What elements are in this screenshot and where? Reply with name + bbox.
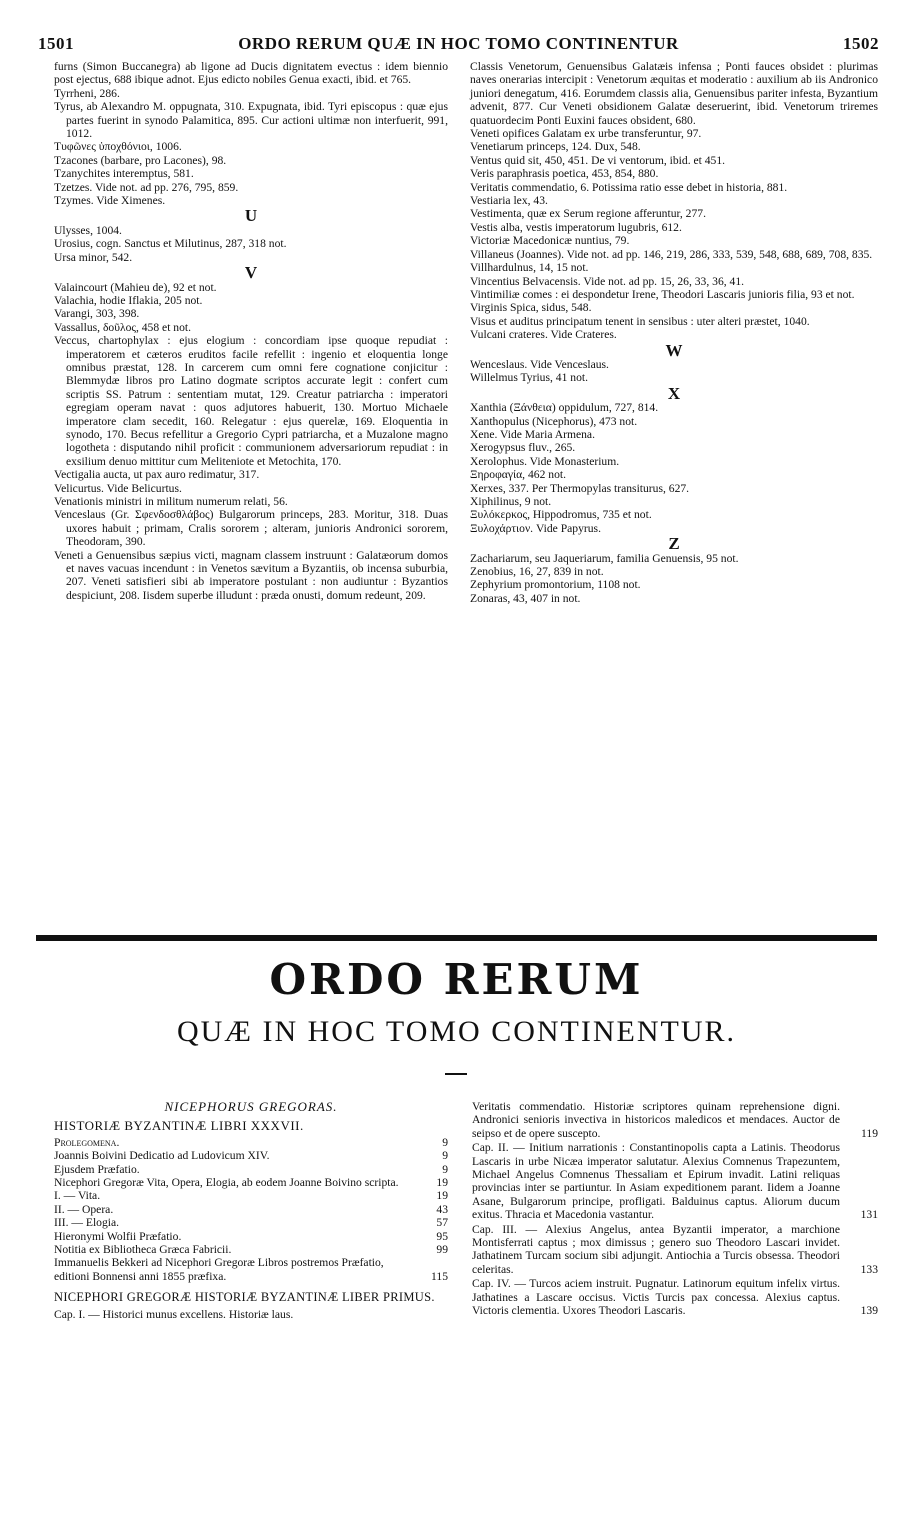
- index-letter-heading: X: [667, 383, 681, 403]
- toc-row-label: Hieronymi Wolfii Præfatio.: [54, 1229, 182, 1243]
- toc-row-page: 9: [442, 1149, 448, 1163]
- index-entry: Tyrrheni, 286.: [54, 86, 120, 100]
- index-entry: Zachariarum, seu Jaqueriarum, familia Genuensis, 95 not.: [470, 551, 739, 565]
- index-entry: Venetiarum princeps, 124. Dux, 548.: [470, 140, 641, 154]
- toc-row: [54, 1203, 448, 1216]
- toc-chapter-page: 139: [860, 1304, 878, 1318]
- toc-row: [54, 1216, 448, 1229]
- index-entry: Virginis Spica, sidus, 548.: [470, 301, 592, 315]
- index-column-right: [470, 60, 878, 605]
- toc-row-page: 43: [436, 1202, 448, 1216]
- toc-row: [54, 1176, 448, 1189]
- toc-rows: [54, 1136, 448, 1283]
- index-entry: Xene. Vide Maria Armena.: [470, 427, 595, 441]
- toc-chapter-text: Cap. III. — Alexius Angelus, antea Byzantii imperator, a marchione Montisferrati captus ; mox dimissus ; genero suo Theodoro Lascari invidet. Jathatinem Turcam socium sibi adjungit. Antiochia a Turcis obsessa. Theodori celeritas.: [472, 1222, 840, 1276]
- toc-row: [54, 1230, 448, 1243]
- index-entry: Visus et auditus principatum tenent in sensibus : uter alteri præstet, 1040.: [470, 314, 810, 328]
- running-title: ORDO RERUM QUÆ IN HOC TOMO CONTINENTUR: [238, 34, 679, 53]
- index-entry: Vassallus, δοῦλος, 458 et not.: [54, 320, 192, 334]
- index-entry: Vulcani crateres. Vide Crateres.: [470, 328, 617, 342]
- index-entry: Zonaras, 43, 407 in not.: [470, 591, 581, 605]
- index-entry: Velicurtus. Vide Belicurtus.: [54, 481, 182, 495]
- toc-row-page: 95: [436, 1229, 448, 1243]
- toc-row-page: 9: [442, 1162, 448, 1176]
- index-entry: Zephyrium promontorium, 1108 not.: [470, 578, 641, 592]
- index-entry: Valachia, hodie Iflakia, 205 not.: [54, 293, 203, 307]
- index-entry: Ξηροφαγία, 462 not.: [470, 468, 566, 482]
- toc-chapter-page: 119: [861, 1126, 878, 1140]
- toc-row-label: II. — Opera.: [54, 1202, 114, 1216]
- index-entry: Villaneus (Joannes). Vide not. ad pp. 146, 219, 286, 333, 539, 548, 688, 689, 708, 835.: [470, 247, 873, 261]
- index-entry: Vincentius Belvacensis. Vide not. ad pp. 15, 26, 33, 36, 41.: [470, 274, 745, 288]
- toc-row-label: Immanuelis Bekkeri ad Nicephori Gregoræ Libros postremos Præfatio, editioni Bonnensi anni 1855 præfixa.: [54, 1256, 384, 1283]
- toc-chapter-text: Cap. IV. — Turcos aciem instruit. Pugnatur. Latinorum equitum infelix virtus. Jathatines a Lascare occisus. Victis Turcis pax concessa. Alexius captus. Victoris clementia. Uxores Theodori Lascaris.: [472, 1277, 840, 1318]
- index-entry: Ursa minor, 542.: [54, 250, 133, 264]
- index-entry: Xerxes, 337. Per Thermopylas transiturus, 627.: [470, 481, 690, 495]
- index-column-left: [54, 60, 448, 602]
- index-entry: Valaincourt (Mahieu de), 92 et not.: [54, 280, 217, 294]
- index-entry: Tzetzes. Vide not. ad pp. 276, 795, 859.: [54, 180, 239, 194]
- toc-author: NICEPHORUS GREGORAS.: [164, 1099, 338, 1114]
- toc-row: [54, 1256, 448, 1283]
- toc-chapter-entry: [472, 1277, 878, 1317]
- section-subtitle: QUÆ IN HOC TOMO CONTINENTUR.: [176, 1015, 737, 1048]
- toc-row-label: Ejusdem Præfatio.: [54, 1162, 140, 1176]
- index-entry: Τυφῶνες ὑποχθόνιοι, 1006.: [54, 140, 182, 154]
- index-entry: Tzanychites interemptus, 581.: [54, 167, 194, 181]
- index-entry: Xiphilinus, 9 not.: [470, 495, 552, 508]
- toc-row: [54, 1163, 448, 1176]
- index-entry: Xanthopulus (Nicephorus), 473 not.: [470, 414, 638, 428]
- index-entry: Urosius, cogn. Sanctus et Milutinus, 287, 318 not.: [54, 237, 287, 251]
- index-entry: Victoriæ Macedonicæ nuntius, 79.: [470, 234, 630, 248]
- index-entry: Willelmus Tyrius, 41 not.: [470, 371, 588, 385]
- index-entry: Ξυλόκερκος, Hippodromus, 735 et not.: [470, 508, 652, 522]
- toc-work-title: HISTORIÆ BYZANTINÆ LIBRI XXXVII.: [54, 1118, 304, 1134]
- index-entry: Wenceslaus. Vide Venceslaus.: [470, 357, 609, 371]
- index-entry: Ξυλοχάρτιον. Vide Papyrus.: [470, 521, 601, 535]
- index-letter-heading: Z: [668, 534, 680, 554]
- index-entry: Classis Venetorum, Genuensibus Galatæis infensa ; Ponti fauces obsidet : plurimas naves onerarias intercipit : Venetorum æquitas et moderatio : auxilium ab iis Andronico juniori denegatum, 416. Eorumdem classis alia, Genuensibus pariter infesta, Byzantium advenit, 877. Cur Veneti obsidionem Galatæ deseruerint, ibid. Venetorum triremes quatuordecim Ponti Euxini fauces obsident, 680.: [470, 60, 878, 127]
- index-entry: Xanthia (Ξάνθεια) oppidulum, 727, 814.: [470, 401, 659, 415]
- page-number-right: 1502: [843, 34, 879, 53]
- index-letter-heading: V: [244, 263, 258, 283]
- index-letter-heading: W: [665, 340, 683, 360]
- index-entry: Venationis ministri in militum numerum relati, 56.: [54, 495, 288, 508]
- toc-row-label: III. — Elogia.: [54, 1216, 120, 1230]
- index-entry: Vintimiliæ comes : ei despondetur Irene, Theodori Lascaris junioris filia, 93 et not.: [470, 287, 855, 301]
- toc-chapter-text: Cap. II. — Initium narrationis : Constantinopolis capta a Latinis. Theodorus Lascaris in urbe Nicæa imperator salutatur. Alexius Comnenus Trapezuntem, Michael Angelus Comnenus Thessaliam et Epirum invadit. Latini reliquas provincias inter se partiuntur. In Asiam expeditionem parant. Iidem a Joanne Asane, Bulgarorum principe, profligati. Balduinus captus. Aliorum ducum exitus. Thracia et Macedonia vastantur.: [472, 1141, 840, 1222]
- toc-row-page: 9: [442, 1135, 448, 1149]
- index-entry: Veneti a Genuensibus sæpius victi, magnam classem instruunt : Galatæorum domos et naves vacuas incendunt : in Venetos sævitum a Byzantiis, ob incensa suburbia, 207. Veneti satisfieri sibi ab imperatore postulant : non audiuntur : Byzantios despiciunt, 208. Iisdem superbe illudunt : præda onusti, domum redeunt, 209.: [54, 548, 448, 602]
- index-entry: Vestis alba, vestis imperatorum lugubris, 612.: [470, 220, 682, 234]
- page-number-left: 1501: [38, 34, 74, 53]
- toc-chapter-entry: [472, 1223, 878, 1277]
- toc-row-page: 19: [436, 1176, 448, 1190]
- toc-row-label: Notitia ex Bibliotheca Græca Fabricii.: [54, 1243, 232, 1257]
- index-entry: Veneti opifices Galatam ex urbe transferuntur, 97.: [470, 127, 702, 141]
- index-entry: furns (Simon Buccanegra) ab ligone ad Ducis dignitatem evectus : idem biennio post ejectus, 688 ibique adnot. Ejus edicto nobiles Genua exacti, ibid. et 765.: [54, 60, 448, 87]
- section-title: ORDO RERUM: [269, 955, 644, 1004]
- toc-chapter-page: 133: [860, 1262, 878, 1276]
- toc-chapter-page: 131: [860, 1208, 878, 1222]
- index-entry: Ventus quid sit, 450, 451. De vi ventorum, ibid. et 451.: [470, 153, 726, 167]
- toc-row: [54, 1149, 448, 1162]
- index-entry: Tzacones (barbare, pro Lacones), 98.: [54, 153, 227, 167]
- toc-row-label: Joannis Boivini Dedicatio ad Ludovicum XIV.: [54, 1149, 270, 1163]
- index-entry: Ulysses, 1004.: [54, 223, 122, 237]
- title-dash: [445, 1073, 467, 1075]
- index-entry: Zenobius, 16, 27, 839 in not.: [470, 565, 604, 579]
- index-entry: Tyrus, ab Alexandro M. oppugnata, 310. Expugnata, ibid. Tyri episcopus : quæ ejus partes fuerint in synodo Palamitica, 895. Cur actioni ultimæ non interfuerit, 991, 1012.: [54, 100, 448, 141]
- toc-book-title: NICEPHORI GREGORÆ HISTORIÆ BYZANTINÆ LIBER PRIMUS.: [54, 1290, 435, 1305]
- toc-row-page: 115: [431, 1269, 448, 1283]
- index-letter-heading: U: [244, 206, 258, 226]
- index-entry: Veritatis commendatio, 6. Potissima ratio esse debet in historia, 881.: [470, 180, 788, 194]
- index-entry: Veris paraphrasis poetica, 453, 854, 880.: [470, 167, 659, 181]
- toc-row-page: 19: [436, 1189, 448, 1203]
- index-entry: Xerolophus. Vide Monasterium.: [470, 454, 620, 468]
- index-entry: Veccus, chartophylax : ejus elogium : concordiam ipse quoque repudiat : imperatorem et cæteros eruditos facile refellit : ingenio et eloquentia longe omnibus præstat, 128. In carcerem cum omni fere cognatione conjicitur : Blemmydæ libros pro Latino dogmate scriptos accurate legit : confert cum scriptis SS. Patrum : sententiam mutat, 129. Creatur patriarcha : imperatori egregiam operam navat : quos adjutores habuerit, 130. Mortuo Michaele imperatore clam secedit, 160. Relegatur : ejus querelæ, 169. Eloquentia in synodo, 170. Becus refellitur a Gregorio Cypri patriarcha, et a Muzalone magno logotheta : disputando nihil proficit : communionem adversariorum repudiat : in exsilium denuo mittitur cum Meliteniote et Metochita, 170.: [54, 334, 448, 468]
- toc-row: [54, 1243, 448, 1256]
- toc-row: [54, 1189, 448, 1202]
- index-entry: Xerogypsus fluv., 265.: [470, 441, 576, 455]
- index-entry: Vestiaria lex, 43.: [470, 194, 548, 208]
- index-entry: Vectigalia aucta, ut pax auro redimatur, 317.: [54, 468, 260, 482]
- index-entry: Tzymes. Vide Ximenes.: [54, 194, 166, 208]
- toc-row-page: 99: [436, 1243, 448, 1257]
- index-entry: Varangi, 303, 398.: [54, 307, 140, 321]
- toc-row-label: Nicephori Gregoræ Vita, Opera, Elogia, ab eodem Joanne Boivino scripta.: [54, 1176, 399, 1190]
- index-entry: Villhardulnus, 14, 15 not.: [470, 261, 589, 275]
- toc-chapter-entry: [472, 1100, 878, 1140]
- index-entry: Venceslaus (Gr. Σφενδοσθλάβος) Bulgarorum princeps, 283. Moritur, 318. Duas uxores habuit ; primam, Cralis sororem ; alteram, junioris Andronici sororem, Theodoram, 390.: [54, 508, 448, 549]
- toc-chapter-text: Veritatis commendatio. Historiæ scriptores quinam reprehensione digni. Andronici senioris invectiva in historicos maledicos et mendaces. Auctor de seipso et de opere suscepto.: [472, 1100, 840, 1140]
- section-divider-rule: [36, 935, 877, 941]
- toc-column-right: [472, 1100, 878, 1319]
- toc-chapter-1: Cap. I. — Historici munus excellens. Historiæ laus.: [54, 1308, 294, 1322]
- toc-chapter-entry: [472, 1141, 878, 1221]
- toc-column-left: [54, 1100, 448, 1322]
- toc-row-page: 57: [436, 1216, 448, 1230]
- toc-row-label: I. — Vita.: [54, 1189, 101, 1203]
- running-header: [38, 34, 879, 56]
- toc-row-label: Prolegomena.: [54, 1135, 120, 1149]
- index-entry: Vestimenta, quæ ex Serum regione afferuntur, 277.: [470, 207, 706, 221]
- toc-row: [54, 1136, 448, 1149]
